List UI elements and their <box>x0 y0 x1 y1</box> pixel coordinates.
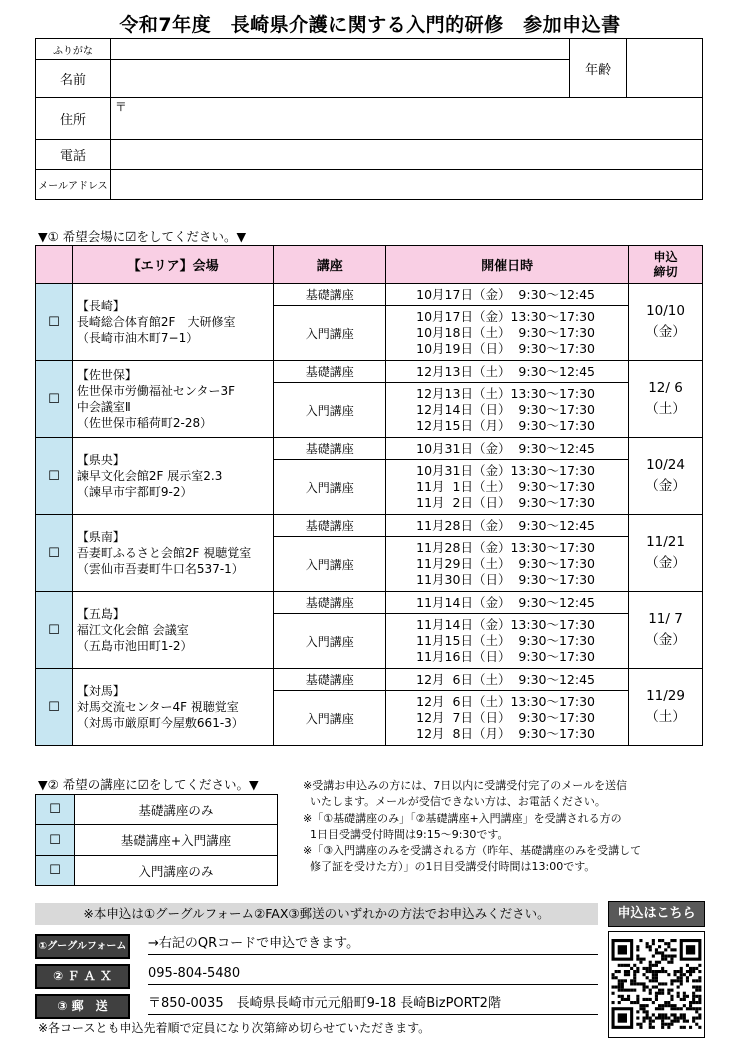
header-empty <box>36 246 73 284</box>
page-title: 令和7年度 長崎県介護に関する入門的研修 参加申込書 <box>119 14 621 36</box>
section1-heading: ▼① 希望会場に☑をしてください。▼ <box>38 229 247 244</box>
method-label-google: ①グーグルフォーム <box>35 934 130 959</box>
venue-line: 【対馬】 <box>76 684 125 698</box>
venue-info <box>72 669 274 746</box>
name-label: 名前 <box>36 60 111 98</box>
venue-row <box>36 515 703 537</box>
intro-date: 10月31日（金）13:30〜17:30 <box>416 463 596 478</box>
lecture-basic: 基礎講座 <box>274 438 386 460</box>
name-field[interactable] <box>110 60 569 98</box>
apply-banner: ※本申込は①グーグルフォーム②FAX③郵送のいずれかの方法でお申込みください。 <box>35 903 598 925</box>
basic-date: 12月13日（土） 9:30〜12:45 <box>386 361 629 383</box>
note-line: いたします。メールが受信できない方は、お電話ください。 <box>303 795 606 809</box>
course-option-basic-intro: 基礎講座+入門講座 <box>74 825 277 856</box>
method-text-google: →右記のQRコードで申込できます。 <box>148 934 598 955</box>
venue-row <box>36 669 703 691</box>
deadline: 11/ 7 （金） <box>629 592 703 669</box>
age-field[interactable] <box>627 39 703 98</box>
course-checkbox-basic-intro[interactable]: ☐ <box>36 825 75 856</box>
intro-date: 10月19日（日） 9:30〜17:30 <box>416 341 596 356</box>
venue-info <box>72 515 274 592</box>
venue-row <box>36 438 703 460</box>
deadline: 10/10 （金） <box>629 284 703 361</box>
lecture-intro: 入門講座 <box>274 306 386 361</box>
venue-line: 福江文化会館 会議室 <box>76 623 189 637</box>
intro-date: 11月14日（金）13:30〜17:30 <box>416 617 596 632</box>
deadline: 10/24 （金） <box>629 438 703 515</box>
postal-mark: 〒 <box>114 100 127 115</box>
venue-table <box>35 245 703 746</box>
intro-date: 12月 6日（土）13:30〜17:30 <box>416 694 596 709</box>
lecture-basic: 基礎講座 <box>274 669 386 691</box>
applicant-form <box>35 38 703 200</box>
method-text-fax: 095-804-5480 <box>148 964 598 985</box>
note-line: ※「③入門講座のみを受講される方（昨年、基礎講座のみを受講して <box>303 844 642 858</box>
venue-checkbox[interactable]: ☐ <box>36 669 73 746</box>
lecture-intro: 入門講座 <box>274 691 386 746</box>
venue-row <box>36 284 703 306</box>
intro-date: 11月15日（土） 9:30〜17:30 <box>416 633 596 648</box>
venue-line: 長崎総合体育館2F 大研修室 <box>76 315 236 329</box>
phone-label: 電話 <box>36 140 111 170</box>
intro-date: 11月30日（日） 9:30〜17:30 <box>416 572 596 587</box>
venue-line: 対馬交流センター4F 視聴覚室 <box>76 700 239 714</box>
lecture-intro: 入門講座 <box>274 383 386 438</box>
address-field[interactable] <box>110 116 702 140</box>
note-line: ※受講お申込みの方には、7日以内に受講受付完了のメールを送信 <box>303 779 627 792</box>
venue-checkbox[interactable]: ☐ <box>36 592 73 669</box>
intro-date: 11月28日（金）13:30〜17:30 <box>416 540 596 555</box>
lecture-intro: 入門講座 <box>274 614 386 669</box>
age-label: 年齢 <box>570 39 627 98</box>
course-checkbox-basic[interactable]: ☐ <box>36 795 75 825</box>
course-option-basic: 基礎講座のみ <box>74 795 277 825</box>
course-checkbox-intro[interactable]: ☐ <box>36 856 75 886</box>
deadline: 11/29 （土） <box>629 669 703 746</box>
lecture-basic: 基礎講座 <box>274 515 386 537</box>
lecture-intro: 入門講座 <box>274 460 386 515</box>
method-text-mail: 〒850-0035 長崎県長崎市元元船町9-18 長崎BizPORT2階 <box>148 994 598 1015</box>
venue-line: （対馬市厳原町今屋敷661-3） <box>76 716 244 730</box>
venue-line: 【佐世保】 <box>76 368 137 382</box>
venue-checkbox[interactable]: ☐ <box>36 361 73 438</box>
venue-line: （雲仙市吾妻町牛口名537-1） <box>76 562 244 576</box>
lecture-intro: 入門講座 <box>274 537 386 592</box>
footer-note: ※各コースとも申込先着順で定員になり次第締め切らせていただきます。 <box>38 1021 431 1035</box>
method-label-mail: ③ 郵 送 <box>35 994 130 1019</box>
venue-info <box>72 361 274 438</box>
lecture-basic: 基礎講座 <box>274 284 386 306</box>
furigana-field[interactable] <box>110 39 569 60</box>
venue-line: （五島市池田町1-2） <box>76 639 193 653</box>
basic-date: 10月17日（金） 9:30〜12:45 <box>386 284 629 306</box>
venue-checkbox[interactable]: ☐ <box>36 284 73 361</box>
venue-line: 【長崎】 <box>76 299 125 313</box>
intro-dates <box>386 460 629 515</box>
lecture-basic: 基礎講座 <box>274 592 386 614</box>
venue-row <box>36 361 703 383</box>
intro-date: 12月 8日（月） 9:30〜17:30 <box>416 726 596 741</box>
venue-line: （佐世保市稲荷町2-28） <box>76 416 213 430</box>
venue-line: 中会議室Ⅱ <box>76 400 131 414</box>
intro-date: 11月16日（日） 9:30〜17:30 <box>416 649 596 664</box>
venue-line: （諫早市宇都町9-2） <box>76 485 193 499</box>
phone-field[interactable] <box>110 140 702 170</box>
intro-date: 12月15日（月） 9:30〜17:30 <box>416 418 596 433</box>
intro-date: 12月13日（土）13:30〜17:30 <box>416 386 596 401</box>
header-area: 【エリア】会場 <box>72 246 274 284</box>
deadline: 12/ 6 （土） <box>629 361 703 438</box>
basic-date: 12月 6日（土） 9:30〜12:45 <box>386 669 629 691</box>
intro-date: 10月17日（金）13:30〜17:30 <box>416 309 596 324</box>
course-table <box>35 794 278 886</box>
venue-line: 諫早文化会館2F 展示室2.3 <box>76 469 223 483</box>
intro-date: 11月 1日（土） 9:30〜17:30 <box>416 479 596 494</box>
venue-line: （長崎市油木町7−1） <box>76 331 199 345</box>
header-datetime: 開催日時 <box>386 246 629 284</box>
note-line: 1日目受講受付時間は9:15〜9:30です。 <box>303 827 509 841</box>
header-lecture: 講座 <box>274 246 386 284</box>
deadline: 11/21 （金） <box>629 515 703 592</box>
venue-line: 【県南】 <box>76 530 125 544</box>
venue-line: 佐世保市労働福祉センター3F <box>76 384 235 398</box>
basic-date: 11月14日（金） 9:30〜12:45 <box>386 592 629 614</box>
course-option-intro: 入門講座のみ <box>74 856 277 886</box>
header-deadline: 申込 締切 <box>629 246 703 284</box>
note-line: ※「①基礎講座のみ」「②基礎講座+入門講座」を受講される方の <box>303 811 622 825</box>
email-label: メールアドレス <box>36 170 111 200</box>
venue-info <box>72 592 274 669</box>
intro-date: 10月18日（土） 9:30〜17:30 <box>416 325 596 340</box>
basic-date: 11月28日（金） 9:30〜12:45 <box>386 515 629 537</box>
notes <box>303 778 703 876</box>
venue-line: 吾妻町ふるさと会館2F 視聴覚室 <box>76 546 252 560</box>
apply-here-label: 申込はこちら <box>608 901 705 927</box>
section2-heading: ▼② 希望の講座に☑をしてください。▼ <box>38 777 259 792</box>
intro-dates <box>386 691 629 746</box>
intro-date: 11月29日（土） 9:30〜17:30 <box>416 556 596 571</box>
intro-dates <box>386 383 629 438</box>
address-label: 住所 <box>36 98 111 140</box>
method-label-fax: ② Ｆ Ａ Ｘ <box>35 964 130 989</box>
intro-date: 11月 2日（日） 9:30〜17:30 <box>416 495 596 510</box>
postal-code-field[interactable] <box>110 98 702 116</box>
intro-date: 12月 7日（日） 9:30〜17:30 <box>416 710 596 725</box>
venue-info <box>72 284 274 361</box>
venue-row <box>36 592 703 614</box>
intro-dates <box>386 537 629 592</box>
lecture-basic: 基礎講座 <box>274 361 386 383</box>
basic-date: 10月31日（金） 9:30〜12:45 <box>386 438 629 460</box>
furigana-label: ふりがな <box>36 39 111 60</box>
email-field[interactable] <box>110 170 702 200</box>
venue-line: 【県央】 <box>76 453 125 467</box>
note-line: 修了証を受けた方）」の1日目受講受付時間は13:00です。 <box>303 860 596 874</box>
venue-line: 【五島】 <box>76 607 125 621</box>
venue-checkbox[interactable]: ☐ <box>36 515 73 592</box>
intro-date: 12月14日（日） 9:30〜17:30 <box>416 402 596 417</box>
venue-info <box>72 438 274 515</box>
intro-dates <box>386 306 629 361</box>
qr-code-icon[interactable] <box>608 931 705 1038</box>
intro-dates <box>386 614 629 669</box>
venue-checkbox[interactable]: ☐ <box>36 438 73 515</box>
